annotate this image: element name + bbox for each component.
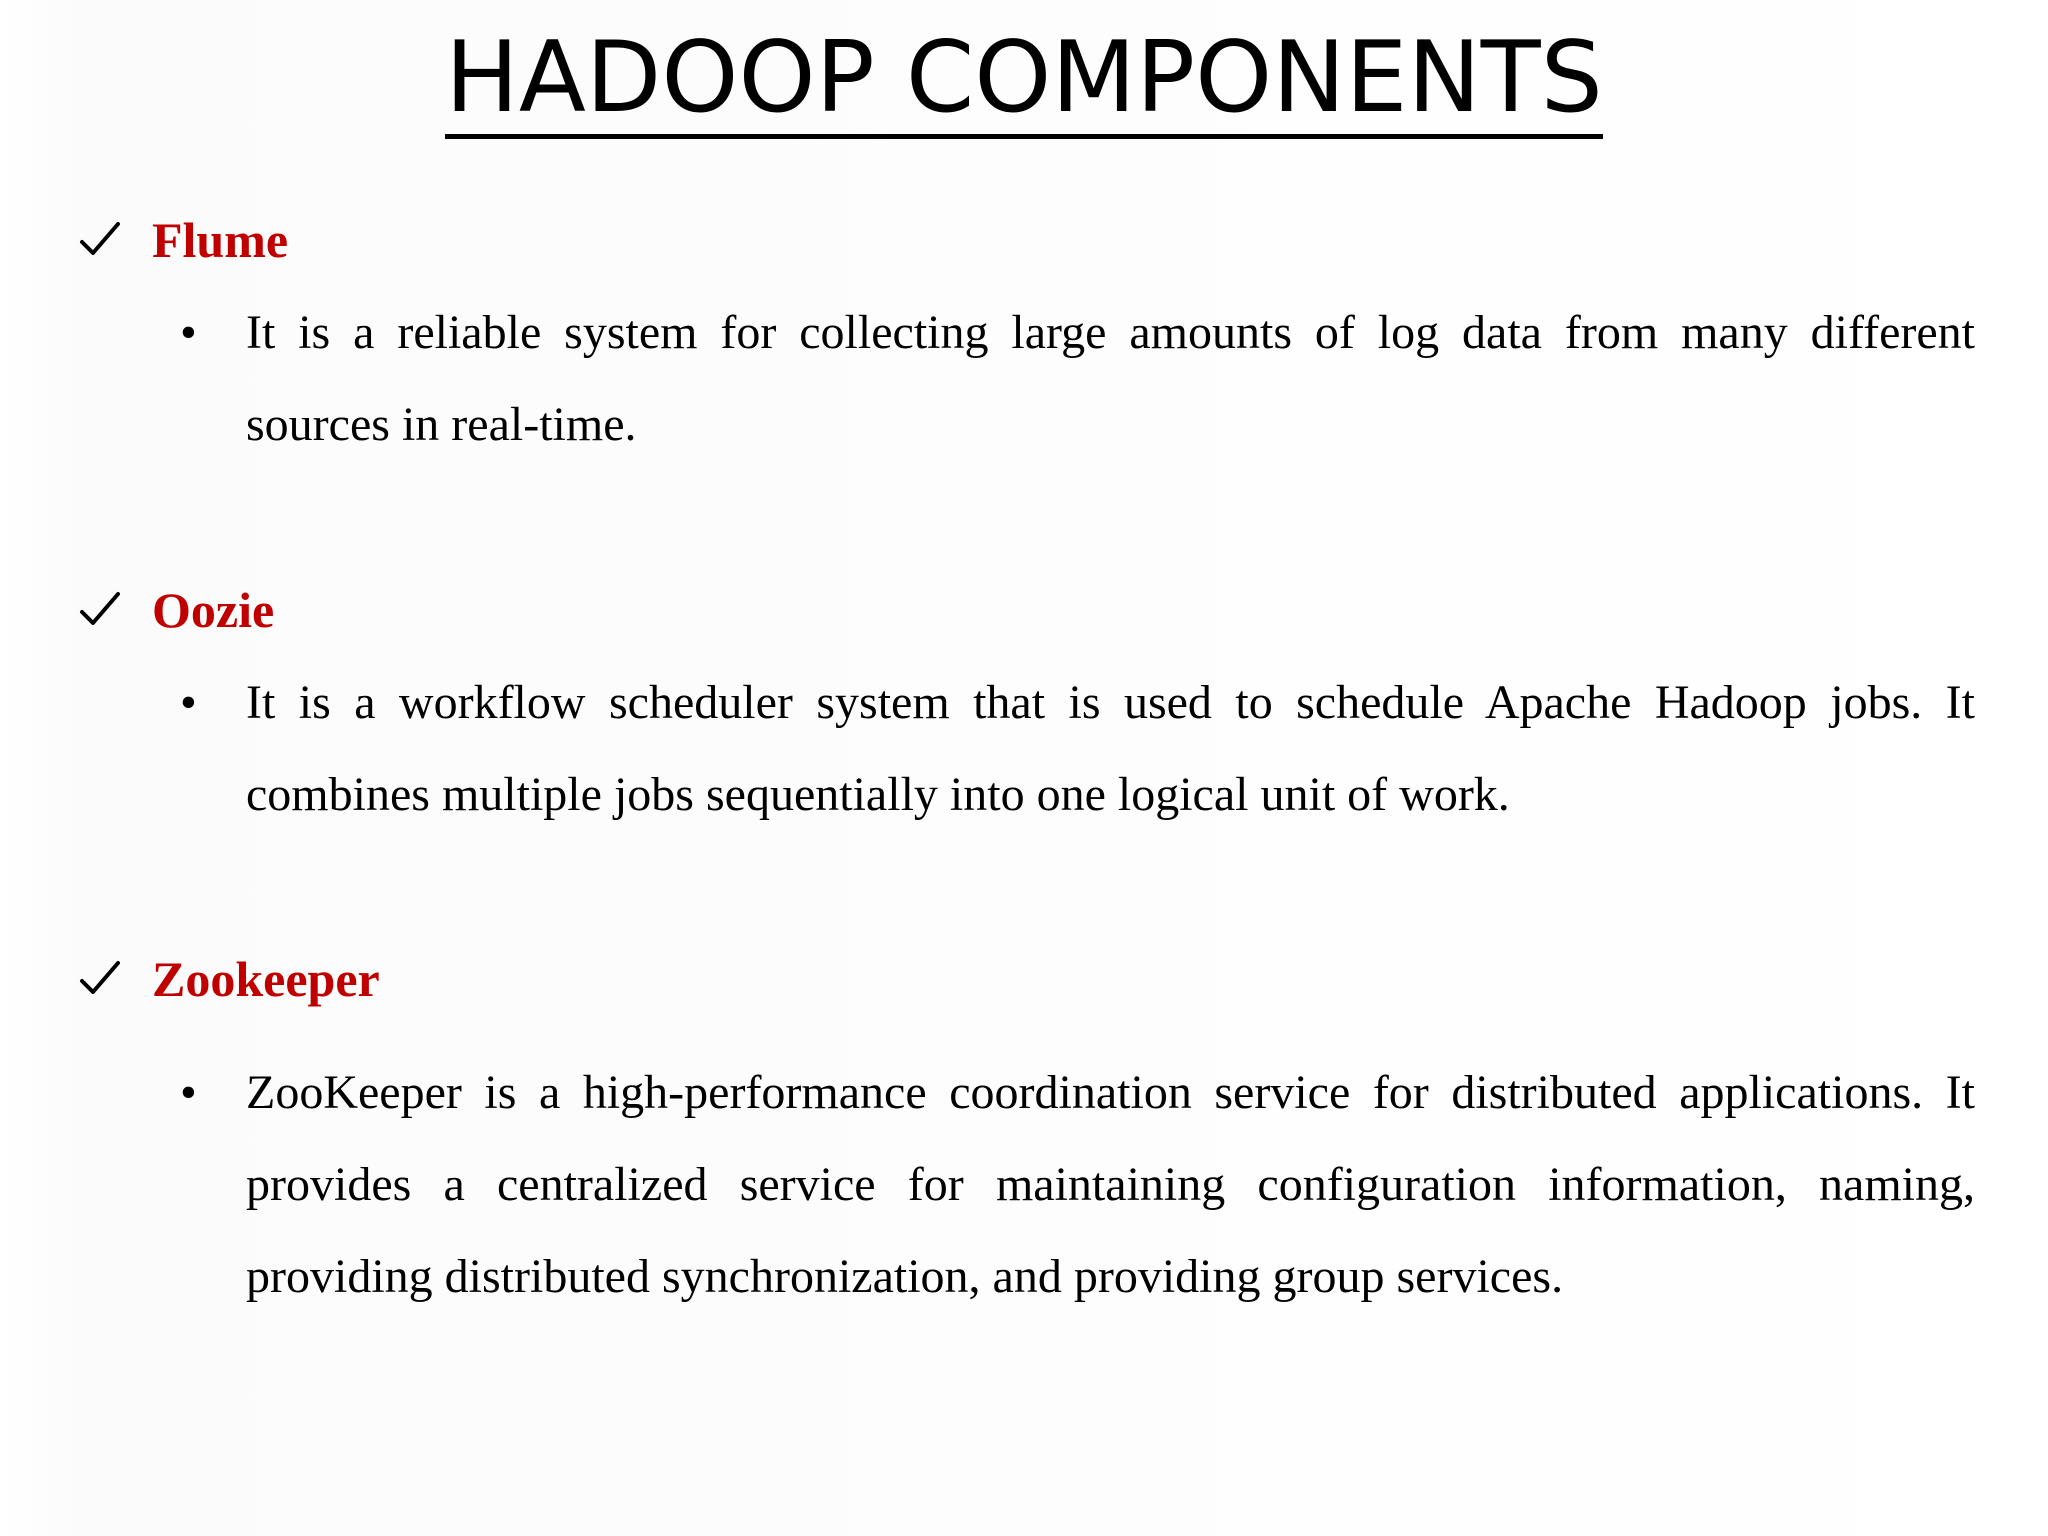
section-head xyxy=(78,944,380,1014)
bullet-text: ZooKeeper is a high-performance coordination service for distributed applications. It provides a centralized service for maintaining configuration information, naming, providing distributed synchronization, and providing group services. xyxy=(246,1066,1975,1303)
bullet-dot-icon: • xyxy=(180,676,197,729)
bullet-text: It is a reliable system for collecting large amounts of log data from many different sources in real-time. xyxy=(246,306,1975,451)
checkmark-icon xyxy=(78,957,122,1001)
checkmark-icon xyxy=(78,588,122,632)
section-head xyxy=(78,205,288,275)
checkmark-icon xyxy=(78,218,122,262)
bullet-dot-icon: • xyxy=(180,306,197,359)
bullet-text: It is a workflow scheduler system that is used to schedule Apache Hadoop jobs. It combines multiple jobs sequentially into one logical unit of work. xyxy=(246,676,1975,821)
slide-title-text: HADOOP COMPONENTS xyxy=(445,24,1603,139)
section-title: Zookeeper xyxy=(152,951,380,1007)
section-title: Flume xyxy=(152,212,289,268)
slide-title xyxy=(0,18,2048,139)
section-title: Oozie xyxy=(152,582,275,638)
bullet-dot-icon: • xyxy=(180,1066,197,1119)
section-head xyxy=(78,575,274,645)
